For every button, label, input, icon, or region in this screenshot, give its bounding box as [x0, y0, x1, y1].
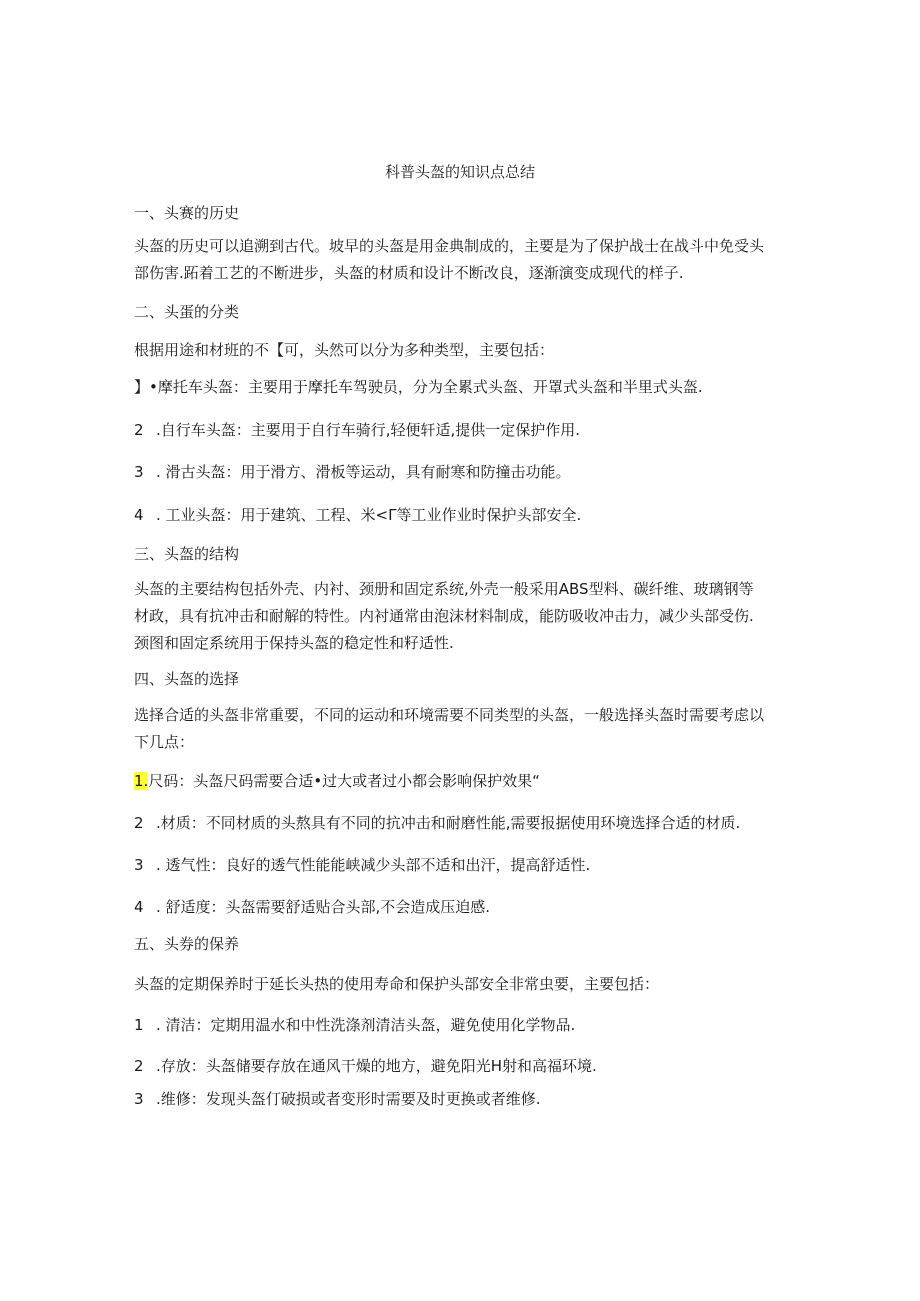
paragraph-line: 材政，具有抗冲击和耐解的特性。内衬通常由泡沫材料制成，能防吸收冲击力，减少头部受伤. [134, 607, 754, 625]
list-text: . 工业头盔：用于建筑、工程、米<Γ等工业作业时保护头部安全. [156, 506, 582, 524]
list-number-highlighted: 1. [134, 772, 149, 790]
list-item [134, 813, 794, 833]
list-text: 摩托车头盔：主要用于摩托车驾驶员，分为全累式头盔、开罩式头盔和半里式头盔. [157, 378, 703, 396]
list-item [134, 855, 794, 875]
paragraph-history [134, 233, 794, 287]
paragraph-line: 部伤害.跖着工艺的不断进步，头盔的材质和设计不断改良，逐渐演变成现代的样子. [134, 264, 684, 282]
list-number: 4 [134, 506, 144, 524]
list-item [134, 1015, 794, 1035]
section-heading-history: 一、头赛的历史 [134, 204, 240, 222]
list-text: .自行车头盔：主要用于自行车骑行,轻便轩适,提供一定保护作用. [156, 421, 581, 439]
list-number: 2 [134, 1057, 144, 1075]
list-number: 1 [134, 1016, 144, 1034]
list-item [134, 897, 794, 917]
paragraph-selection [134, 702, 794, 756]
section-heading-maintenance: 五、头券的保养 [134, 935, 240, 953]
list-number: 3 [134, 1090, 144, 1108]
paragraph-maintenance-intro: 头盔的定期保养时于延长头热的使用寿命和保护头部安全非常虫要，主要包括： [134, 975, 660, 993]
document-title: 科普头盔的知识点总结 [384, 163, 535, 181]
paragraph-structure [134, 576, 794, 657]
list-number: 4 [134, 898, 144, 916]
paragraph-line: 头盔的主要结构包括外壳、内衬、颈册和固定系统,外壳一般采用ABS型料、碳纤维、玻璃钢等 [134, 580, 754, 598]
list-text: . 透气性：良好的透气性能能峡减少头部不适和出汗，提高舒适性. [156, 856, 591, 874]
paragraph-line: 选择合适的头盔非常重要，不同的运动和环境需要不同类型的头盔，一般选择头盔时需要考虑以 [134, 706, 765, 724]
list-number: 】• [134, 378, 158, 396]
section-heading-selection: 四、头盔的选择 [134, 670, 240, 688]
paragraph-line: 颈图和固定系统用于保持头盔的稳定性和籽适性. [134, 634, 454, 652]
list-number: 3 [134, 856, 144, 874]
list-item [134, 462, 794, 482]
list-item [134, 771, 794, 791]
list-item [134, 505, 794, 525]
section-heading-structure: 三、头盔的结构 [134, 545, 240, 563]
list-item [134, 377, 794, 397]
list-item [134, 1056, 794, 1076]
list-text: .材质：不同材质的头熬具有不同的抗冲击和耐磨性能,需要报据使用环境选择合适的材质. [156, 814, 741, 832]
paragraph-line: 下几点： [134, 733, 195, 751]
list-text: .存放：头盔储要存放在通风干燥的地方，避免阳光H射和高福环境. [156, 1057, 597, 1075]
list-text: . 清洁：定期用温水和中性洗涤剂清洁头盔，避免使用化学物品. [156, 1016, 576, 1034]
list-item [134, 420, 794, 440]
paragraph-classification-intro: 根据用途和材班的不【可，头然可以分为多种类型，主要包括： [134, 341, 555, 359]
list-number: 2 [134, 421, 144, 439]
list-text: 尺码：头盔尺码需要合适•过大或者过小都会影响保护效果“ [148, 772, 540, 790]
list-text: .维修：发现头盔仃破损或者变形时需要及时更换或者维修. [156, 1090, 541, 1108]
list-number: 3 [134, 463, 144, 481]
list-number: 2 [134, 814, 144, 832]
list-text: . 滑古头盔：用于滑方、滑板等运动，具有耐寒和防撞击功能。 [156, 463, 571, 481]
section-heading-classification: 二、头蛋的分类 [134, 303, 240, 321]
paragraph-line: 头盔的历史可以追溯到古代。坡早的头盔是用金典制成的，主要是为了保护战士在战斗中免受头 [134, 237, 765, 255]
list-item [134, 1089, 794, 1109]
list-text: . 舒适度：头盔需要舒适贴合头部,不会造成压迫感. [156, 898, 491, 916]
